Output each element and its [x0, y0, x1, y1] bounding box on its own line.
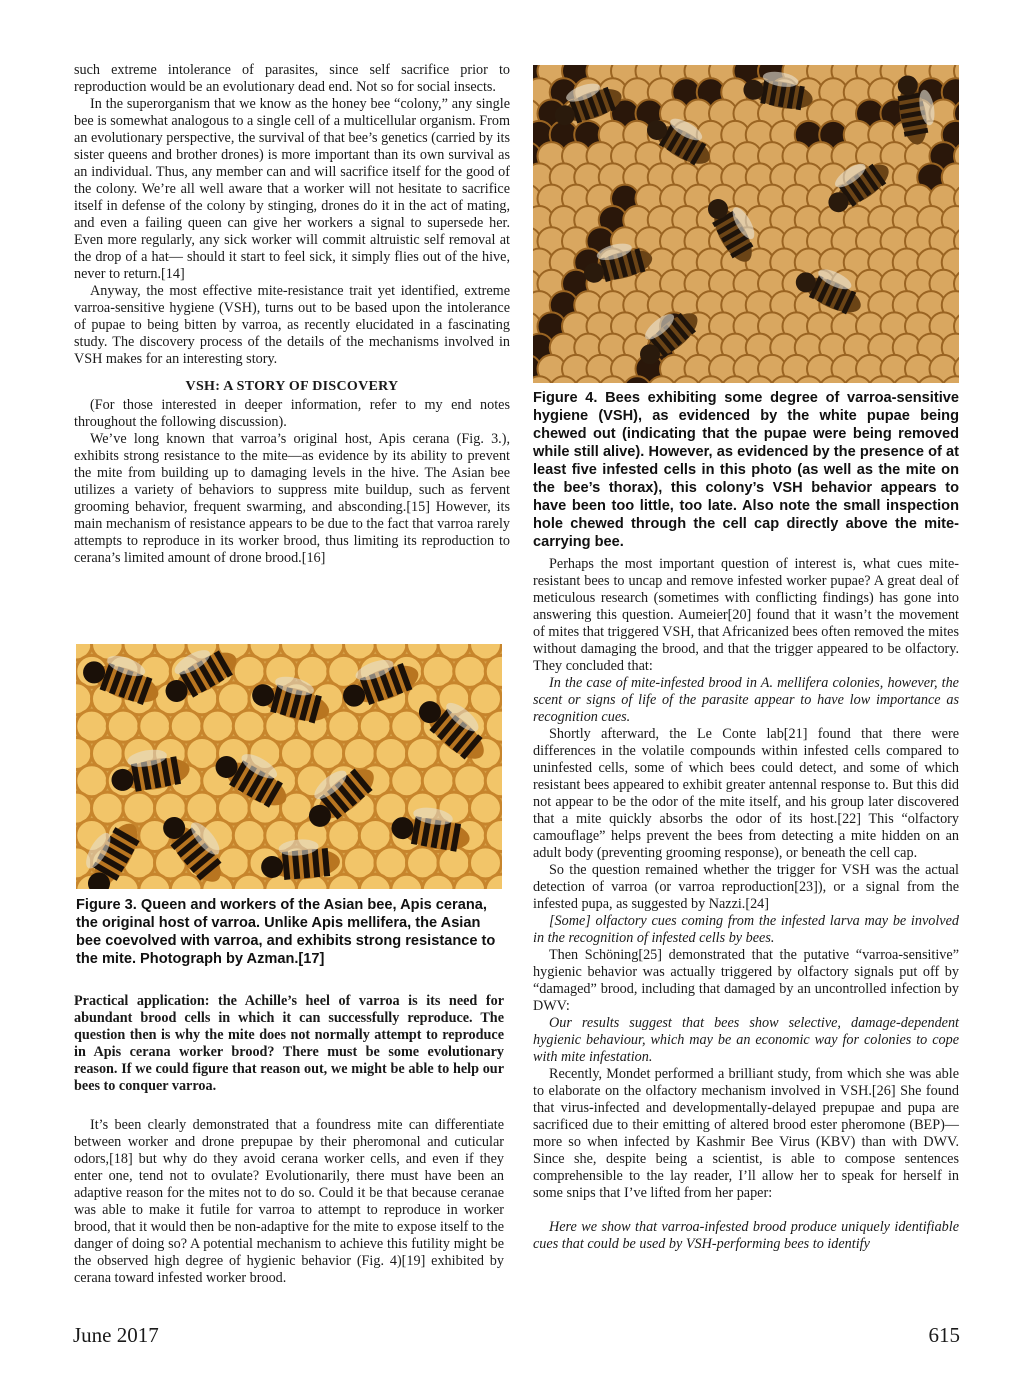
- quotation: Our results suggest that bees show selective, damage-dependent hygienic behaviour, which may be an economic way for colonies to cope with mite infestation.: [533, 1015, 959, 1065]
- section-heading: VSH: A STORY OF DISCOVERY: [185, 379, 399, 394]
- practical-application-callout: [74, 993, 504, 1095]
- figure-4-caption: [533, 389, 959, 551]
- paragraph: We’ve long known that varroa’s original host, Apis cerana (Fig. 3.), exhibits strong resistance to the mite—as evidence by its ability to prevent the mite from building up to damaging levels in the hive. The Asian bee utilizes a variety of behaviors to suppress mite buildup, such as fervent grooming behavior, frequent swarming, and absconding.[15] However, its main mechanism of resistance appears to be due to the fact that varroa rarely attempts to reproduce in its worker brood, thus limiting its reproduction to cerana’s limited amount of drone brood.[16]: [74, 431, 510, 566]
- paragraph: In the superorganism that we know as the honey bee “colony,” any single bee is somewhat analogous to a single cell of a multicellular organism. From an evolutionary perspective, the survival of that bee’s genetics (carried by its sister queens and brother drones) is more important than its own survival as an individual. Thus, any member can and will sacrifice itself for the good of the colony. We’re all well aware that a worker will not hesitate to sacrifice itself in defense of the colony by stinging, drones do it in the act of mating, and even a failing queen can give her workers a signal to supersede her. Even more regularly, any sick worker will commit altruistic self removal at the drop of a hat— should it start to feel sick, it simply flies out of the hive, never to return.[14]: [74, 96, 510, 282]
- paragraph: Recently, Mondet performed a brilliant study, from which she was able to elaborate on the olfactory mechanism involved in VSH.[26] She found that virus-infected and developmentally-delayed prepupae and pupa are sacrificed due to their emitting of altered brood ester pheromone (BEP)—more so when infected by Kashmir Bee Virus (KBV) than with DWV. Since she, despite being a scientist, is able to compose sentences comprehensible to the lay reader, I’ll allow her to speak for herself in some snips that I’ve lifted from her paper:: [533, 1066, 959, 1201]
- paragraph: Perhaps the most important question of interest is, what cues mite-resistant bees to uncap and remove infested worker pupae? A great deal of meticulous research (sometimes with conflicting findings) has gone into answering this question. Aumeier[20] found that it wasn’t the movement of mites that triggered VSH, that Africanized bees often removed the mites without damaging the brood, and that the trigger appeared to be olfactory. They concluded that:: [533, 556, 959, 674]
- paragraph: Then Schöning[25] demonstrated that the putative “varroa-sensitive” hygienic behavior was actually triggered by olfactory signals put off by “damaged” brood, including that damaged by an uncontrolled infection by DWV:: [533, 947, 959, 1014]
- footer-date: June 2017: [73, 1323, 159, 1347]
- quotation: Here we show that varroa-infested brood produce uniquely identifiable cues that could be used by VSH-performing bees to identify: [533, 1219, 959, 1252]
- quotation: In the case of mite-infested brood in A. mellifera colonies, however, the scent or signs of life of the parasite appear to have low importance as recognition cues.: [533, 675, 959, 725]
- page-number: 615: [928, 1323, 960, 1347]
- left-column: [74, 62, 510, 567]
- left-column-bottom: [74, 1117, 504, 1287]
- paragraph: So the question remained whether the trigger for VSH was the actual detection of varroa (or varroa reproduction[23]), or a signal from the infested pupa, as suggested by Nazzi.[24]: [533, 862, 959, 912]
- asian-bees-image: [76, 644, 502, 889]
- right-column: [533, 556, 959, 1253]
- figure-4-caption-text: Figure 4. Bees exhibiting some degree of varroa-sensitive hygiene (VSH), as evidenced by the white pupae being chewed out (indicating that the pupae were being removed while still alive). However, as evidenced by the presence of at least five infested cells in this photo (as well as the mite on the bee’s thorax), this colony’s VSH behavior appears to have been too little, too late. Also note the small inspection hole chewed through the cell cap directly above the mite-carrying bee.: [533, 390, 959, 550]
- paragraph: Anyway, the most effective mite-resistance trait yet identified, extreme varroa-sensitive hygiene (VSH), turns out to be based upon the intolerance of pupae to being bitten by varroa, as recently elucidated in a fascinating study. The discovery process of the details of the mechanisms involved in VSH makes for an interesting story.: [74, 283, 510, 367]
- figure-4-photo: [533, 65, 959, 383]
- paragraph: such extreme intolerance of parasites, since self sacrifice prior to reproduction would be an evolutionary dead end. Not so for social insects.: [74, 62, 510, 95]
- figure-3-caption: [76, 896, 506, 968]
- paragraph: (For those interested in deeper information, refer to my end notes throughout the following discussion).: [74, 397, 510, 430]
- figure-3-caption-text: Figure 3. Queen and workers of the Asian bee, Apis cerana, the original host of varroa. Unlike Apis mellifera, the Asian bee coevolved with varroa, and exhibits strong resistance to the mite. Photograph by Azman.[17]: [76, 897, 496, 967]
- figure-3-photo: [76, 644, 502, 889]
- paragraph: It’s been clearly demonstrated that a foundress mite can differentiate between worker and drone prepupae by their pheromonal and cuticular odors,[18] but why do they avoid cerana worker cells, and even if they enter one, tend not to ovulate? Evolutionarily, there must have been an adaptive reason for the mites not to do so. Could it be that because ceranae was able to make it futile for varroa to attempt to reproduce in worker brood, that it would then be non-adaptive for the mite to expose itself to the danger of doing so? A potential mechanism to achieve this futility might be the observed high degree of hygienic behavior (Fig. 4)[19] exhibited by cerana toward infested worker brood.: [74, 1117, 504, 1286]
- callout-text: Practical application: the Achille’s heel of varroa is its need for abundant brood cells in which it can successfully reproduce. The question then is why the mite does not normally attempt to reproduce in Apis cerana worker brood? There must be some evolutionary reason. If we could figure that reason out, we might be able to help our bees to conquer varroa.: [74, 993, 504, 1094]
- paragraph: Shortly afterward, the Le Conte lab[21] found that there were differences in the volatile compounds within infested cells compared to uninfested cells, some of which bees could detect, and some of which resistant bees appeared to exhibit greater antennal response to. But this did not appear to be the odor of the mite itself, and his group later discovered that a mite quickly absorbs the odor of its host.[22] This “olfactory camouflage” helps prevent the bees from detecting a mite hidden on an adult body (preventing grooming response), or beneath the cell cap.: [533, 726, 959, 861]
- quotation: [Some] olfactory cues coming from the infested larva may be involved in the recognition of infested cells by bees.: [533, 913, 959, 946]
- brood-comb-image: [533, 65, 959, 383]
